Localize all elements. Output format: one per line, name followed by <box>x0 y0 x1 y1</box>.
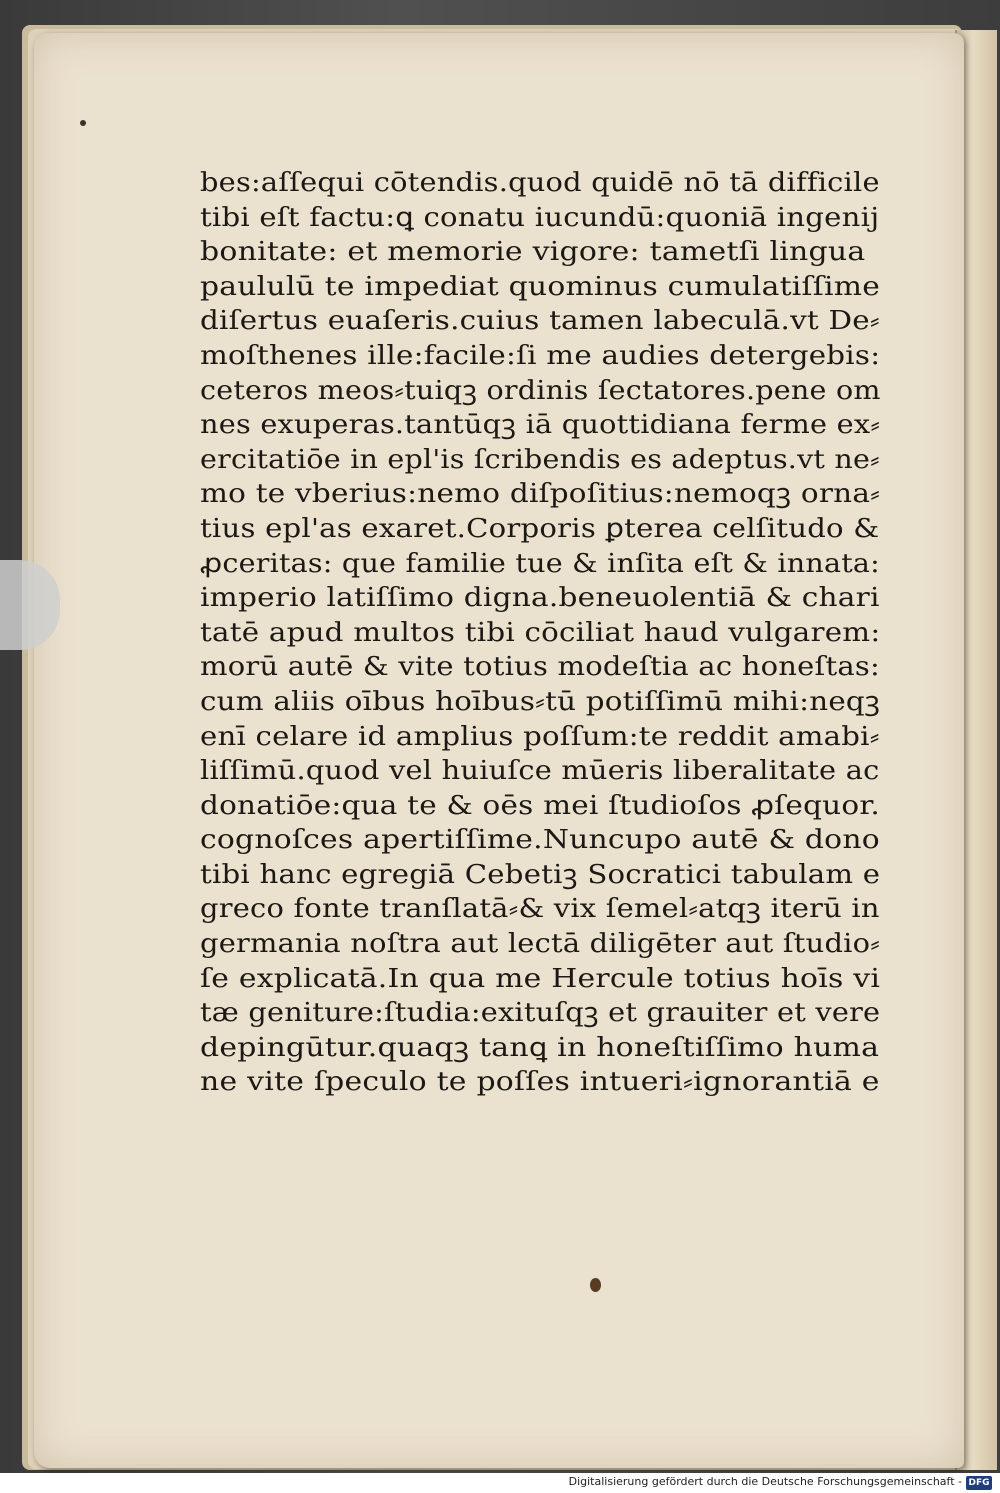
text-line: morū autē & vite totius modeſtia ac honeſtas: <box>200 652 880 683</box>
text-line: tæ geniture:ſtudia:exituſqꝫ et grauiter et vere <box>200 998 881 1029</box>
text-line: ne vite ſpeculo te poſſes intueri⸗ignorantiā e <box>200 1067 880 1098</box>
text-line: imperio latiſſimo digna.beneuolentiā & chari <box>200 583 880 614</box>
ink-spot <box>80 120 86 126</box>
body-text <box>200 166 890 1100</box>
ink-spot <box>590 1278 601 1292</box>
footer-credit: Digitalisierung gefördert durch die Deutsche Forschungsgemeinschaft - <box>568 1475 962 1488</box>
text-line: cognoſces apertiſſime.Nuncupo autē & dono <box>200 825 880 856</box>
text-line: ercitatiōe in epl'is ſcribendis es adeptus.vt ne⸗ <box>200 444 880 475</box>
text-line: moſthenes ille:facile:ſi me audies detergebis: <box>200 340 881 371</box>
text-line: ſe explicatā.In qua me Hercule totius hoīs vi <box>200 963 881 994</box>
text-line: donatiōe:qua te & oēs mei ſtudioſos ꝓſequor. <box>200 790 881 821</box>
text-line: tibi hanc egregiā Cebetiꝫ Socratici tabulam e <box>200 859 881 890</box>
text-line: liſſimū.quod vel huiuſce mūeris liberalitate ac <box>200 756 880 787</box>
text-line: mo te vberius:nemo diſpoſitius:nemoqꝫ orna⸗ <box>200 479 881 510</box>
text-line: diſertus euaſeris.cuius tamen labeculā.vt De⸗ <box>200 306 880 337</box>
text-line: tius epl'as exaret.Corporis ꝑterea celſitudo & <box>200 513 880 544</box>
text-line: bes:aſſequi cōtendis.quod quidē nō tā difficile <box>200 168 880 198</box>
footer-bar <box>0 1473 1000 1493</box>
text-line: nes exuperas.tantūqꝫ iā quottidiana ferme ex⸗ <box>200 410 881 441</box>
text-line: depingūtur.quaqꝫ tanꝗ in honeſtiſſimo huma <box>200 1032 880 1063</box>
text-line: tibi eſt factu:ꝗ conatu iucundū:quoniā ingenij <box>200 202 880 233</box>
text-line: paululū te impediat quominus cumulatiſſime <box>200 271 881 302</box>
text-line: greco fonte tranſlatā⸗& vix ſemel⸗atqꝫ iterū in <box>200 894 880 925</box>
text-line: germania noſtra aut lectā diligēter aut ſtudio⸗ <box>200 929 881 960</box>
text-line: ceteros meos⸗tuiqꝫ ordinis ſectatores.pene om <box>200 375 881 406</box>
text-line: bonitate: et memorie vigore: tametſi lingua <box>200 237 866 268</box>
text-line: ꝓceritas: que familie tue & inſita eſt & innata: <box>200 548 881 579</box>
text-line: tatē apud multos tibi cōciliat haud vulgarem: <box>200 617 881 648</box>
text-line: enī celare id amplius poſſum:te reddit amabi⸗ <box>200 721 880 752</box>
text-line: cum aliis oībus hoībus⸗tū potiſſimū mihi:neqꝫ <box>200 686 881 717</box>
dfg-logo: DFG <box>966 1476 992 1490</box>
